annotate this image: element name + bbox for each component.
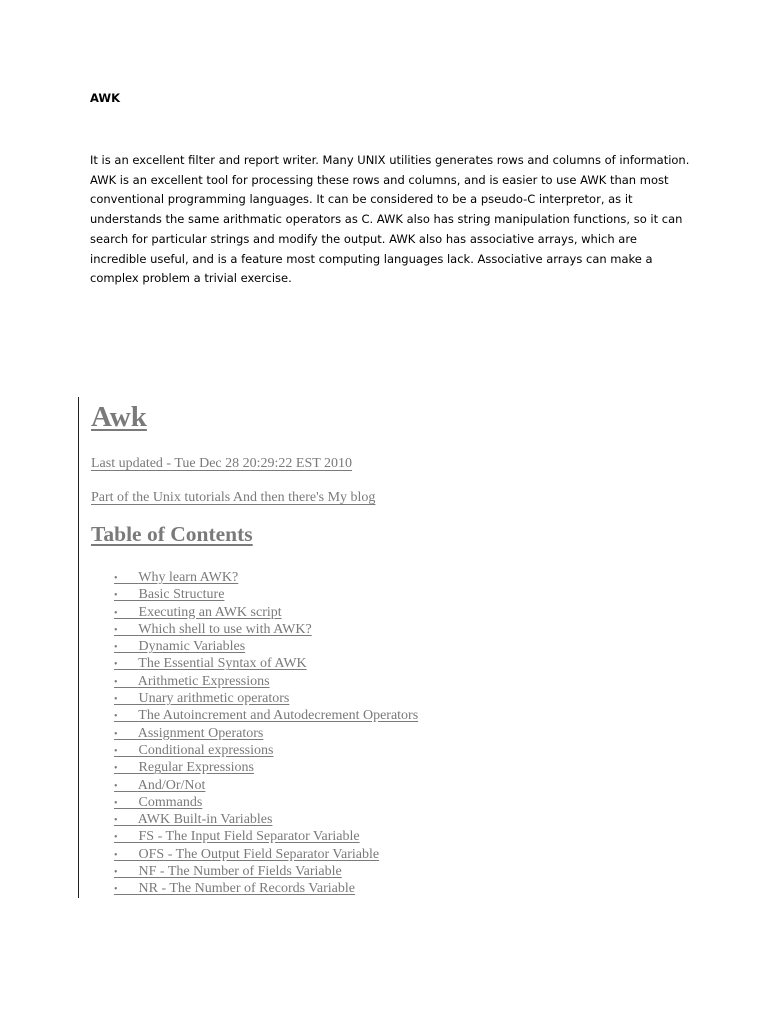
toc-item-label: Dynamic Variables xyxy=(138,639,246,655)
toc-item-link[interactable] xyxy=(114,621,418,638)
toc-item-link[interactable] xyxy=(114,604,418,621)
bullet-icon: • xyxy=(114,728,118,740)
bullet-icon: • xyxy=(114,832,118,844)
bullet-icon: • xyxy=(114,815,118,827)
intro-line: incredible useful, and is a feature most computing languages lack. Associative arrays can make a xyxy=(90,251,653,266)
intro-paragraph xyxy=(90,151,690,289)
toc-item-link[interactable] xyxy=(114,655,418,672)
toc-item-label: Executing an AWK script xyxy=(138,604,282,620)
toc-item-link[interactable] xyxy=(114,759,418,776)
bullet-icon: • xyxy=(114,590,118,602)
toc-item-label: Which shell to use with AWK? xyxy=(138,621,312,637)
pasted-web-section xyxy=(78,397,679,898)
document-heading: AWK xyxy=(90,91,120,105)
intro-line: AWK is an excellent tool for processing these rows and columns, and is easier to use AWK than most xyxy=(90,172,669,187)
toc-item-link[interactable] xyxy=(114,673,418,690)
toc-item-label: Commands xyxy=(138,794,203,810)
unix-tutorials-link[interactable]: Part of the Unix tutorials And then there's My blog xyxy=(91,490,376,505)
toc-item-label: Conditional expressions xyxy=(138,742,274,758)
bullet-icon: • xyxy=(114,745,118,757)
last-updated-link[interactable]: Last updated - Tue Dec 28 20:29:22 EST 2010 xyxy=(91,456,353,471)
toc-item-link[interactable] xyxy=(114,880,418,897)
toc-item-link[interactable] xyxy=(114,725,418,742)
bullet-icon: • xyxy=(114,676,118,688)
bullet-icon: • xyxy=(114,780,118,792)
bullet-icon: • xyxy=(114,849,118,861)
toc-item-label: The Autoincrement and Autodecrement Operators xyxy=(138,708,419,724)
toc-item-label: NR - The Number of Records Variable xyxy=(138,881,355,897)
toc-item-link[interactable] xyxy=(114,811,418,828)
bullet-icon: • xyxy=(114,624,118,636)
toc-item-label: The Essential Syntax of AWK xyxy=(138,656,307,672)
toc-item-label: Regular Expressions xyxy=(138,760,254,776)
bullet-icon: • xyxy=(114,642,118,654)
table-of-contents-list xyxy=(114,569,418,898)
toc-item-label: NF - The Number of Fields Variable xyxy=(138,864,342,880)
awk-page-title-link[interactable]: Awk xyxy=(91,401,147,433)
toc-item-link[interactable] xyxy=(114,846,418,863)
bullet-icon: • xyxy=(114,797,118,809)
intro-line: conventional programming languages. It can be considered to be a pseudo-C interpretor, as it xyxy=(90,192,633,207)
bullet-icon: • xyxy=(114,763,118,775)
toc-item-label: Basic Structure xyxy=(138,587,225,603)
toc-item-link[interactable] xyxy=(114,586,418,603)
toc-item-link[interactable] xyxy=(114,863,418,880)
toc-item-link[interactable] xyxy=(114,707,418,724)
table-of-contents-heading[interactable]: Table of Contents xyxy=(91,522,253,546)
bullet-icon: • xyxy=(114,694,118,706)
toc-item-link[interactable] xyxy=(114,794,418,811)
toc-item-link[interactable] xyxy=(114,777,418,794)
toc-item-link[interactable] xyxy=(114,742,418,759)
toc-item-link[interactable] xyxy=(114,569,418,586)
toc-item-label: Unary arithmetic operators xyxy=(138,691,290,707)
intro-line: It is an excellent filter and report writer. Many UNIX utilities generates rows and columns of information. xyxy=(90,153,690,167)
intro-line: complex problem a trivial exercise. xyxy=(90,271,292,286)
toc-item-label: Assignment Operators xyxy=(137,725,264,741)
intro-line: understands the same arithmatic operators as C. AWK also has string manipulation functions, so it can xyxy=(90,212,683,227)
intro-line: search for particular strings and modify the output. AWK also has associative arrays, which are xyxy=(90,231,637,246)
toc-item-link[interactable] xyxy=(114,638,418,655)
toc-item-link[interactable] xyxy=(114,690,418,707)
bullet-icon: • xyxy=(114,659,118,671)
toc-item-label: AWK Built-in Variables xyxy=(137,812,273,828)
toc-item-link[interactable] xyxy=(114,828,418,845)
bullet-icon: • xyxy=(114,607,118,619)
toc-item-label: Arithmetic Expressions xyxy=(137,673,270,689)
bullet-icon: • xyxy=(114,711,118,723)
bullet-icon: • xyxy=(114,867,118,879)
toc-item-label: Why learn AWK? xyxy=(138,570,239,585)
bullet-icon: • xyxy=(114,573,118,584)
toc-item-label: FS - The Input Field Separator Variable xyxy=(138,829,360,845)
toc-item-label: OFS - The Output Field Separator Variable xyxy=(138,846,380,862)
toc-item-label: And/Or/Not xyxy=(137,777,206,793)
bullet-icon: • xyxy=(114,884,118,896)
